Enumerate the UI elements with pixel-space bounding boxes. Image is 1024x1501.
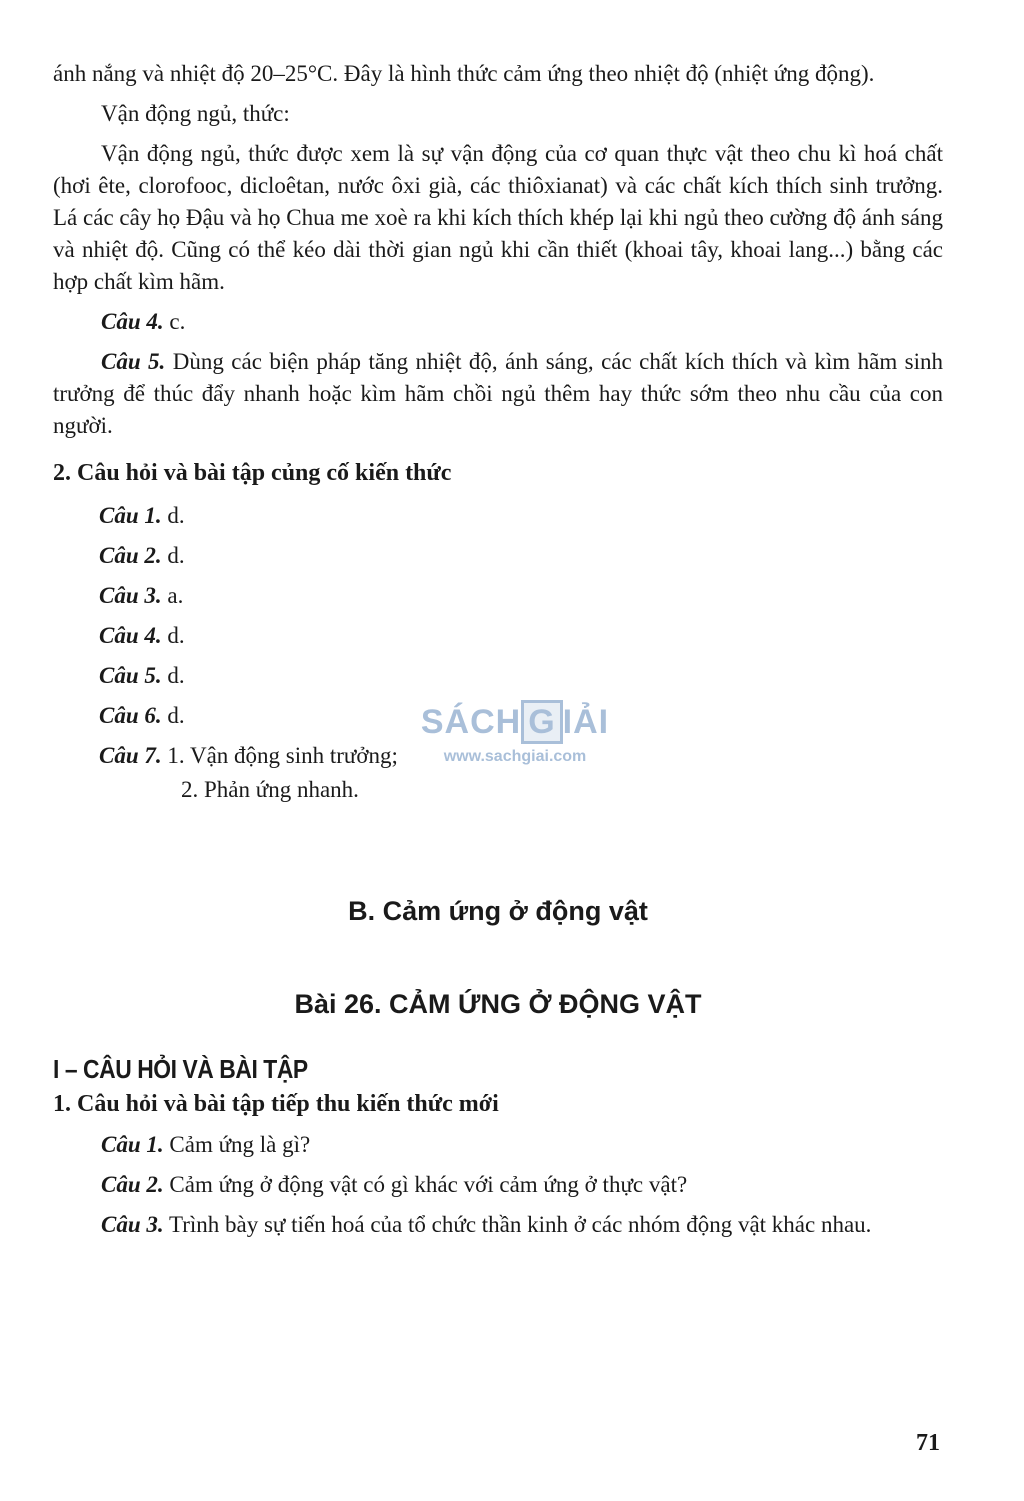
question-3 [53,1209,943,1241]
answer-text: 1. Vận động sinh trưởng; [161,743,398,768]
question-label: Câu 2. [101,1172,164,1197]
part-i-title: I – CÂU HỎI VÀ BÀI TẬP [53,1054,308,1084]
question-label: Câu 4. [99,623,162,648]
question-label: Câu 5. [101,349,166,374]
answer-item [99,500,943,532]
answer-item [99,620,943,652]
question-label: Câu 1. [99,503,162,528]
answer-text: c. [163,309,186,334]
answer-text: d. [161,543,185,568]
answer-item [99,540,943,572]
watermark-logo-right: IẢI [562,703,610,741]
answer-text: Dùng các biện pháp tăng nhiệt độ, ánh sáng, các chất kích thích và kìm hãm sinh trưởng để thúc đẩy nhanh hoặc kìm hãm chồi ngủ thêm hay thức sớm theo nhu cầu của con người. [53,349,943,438]
answer-text: d. [161,703,185,728]
paragraph-sleep-movement: Vận động ngủ, thức được xem là sự vận động của cơ quan thực vật theo chu kì hoá chất (hơi ête, clorofooc, dicloêtan, nước ôxi già, các thiôxianat) và các chất kích thích sinh trưởng. Lá các cây họ Đậu và họ Chua me xoè ra khi kích thích khép lại khi ngủ theo cường độ ánh sáng và nhiệt độ. Cũng có thể kéo dài thời gian ngủ khi cần thiết (khoai tây, khoai lang...) bằng các hợp chất kìm hãm. [53,141,943,294]
question-label: Câu 6. [99,703,162,728]
answer-text: d. [161,623,185,648]
lesson-title: Bài 26. CẢM ỨNG Ở ĐỘNG VẬT [294,989,702,1019]
answer-continuation: 2. Phản ứng nhanh. [181,777,359,802]
question-label: Câu 4. [101,309,164,334]
watermark-logo-box: G [521,700,562,744]
answer-item [99,660,943,692]
question-label: Câu 3. [101,1212,164,1237]
section-title-2: 2. Câu hỏi và bài tập củng cố kiến thức [53,460,452,486]
answer-text: a. [161,583,184,608]
question-1 [53,1129,943,1161]
page-number: 71 [916,1430,940,1456]
question-label: Câu 2. [99,543,162,568]
section-title-1: 1. Câu hỏi và bài tập tiếp thu kiến thức mới [53,1091,499,1117]
answer-q4 [53,306,943,338]
question-text: Trình bày sự tiến hoá của tổ chức thần kinh ở các nhóm động vật khác nhau. [163,1212,872,1237]
question-text: Cảm ứng là gì? [163,1132,311,1157]
question-label: Câu 1. [101,1132,164,1157]
watermark-url: www.sachgiai.com [443,748,587,765]
watermark-logo-left: SÁCH [420,703,522,741]
question-2 [53,1169,943,1201]
paragraph-continuation: ánh nắng và nhiệt độ 20–25°C. Đây là hình thức cảm ứng theo nhiệt độ (nhiệt ứng động). [53,61,875,86]
question-label: Câu 7. [99,743,162,768]
question-label: Câu 5. [99,663,162,688]
paragraph-heading-sleep: Vận động ngủ, thức: [101,101,290,126]
page-content [53,58,943,1241]
watermark [410,700,620,766]
answer-q5 [53,346,943,442]
watermark-logo [410,700,620,744]
question-text: Cảm ứng ở động vật có gì khác với cảm ứng ở thực vật? [163,1172,688,1197]
question-label: Câu 3. [99,583,162,608]
answer-item [99,580,943,612]
answer-text: d. [161,663,185,688]
part-b-title: B. Cảm ứng ở động vật [348,896,648,926]
answer-text: d. [161,503,185,528]
